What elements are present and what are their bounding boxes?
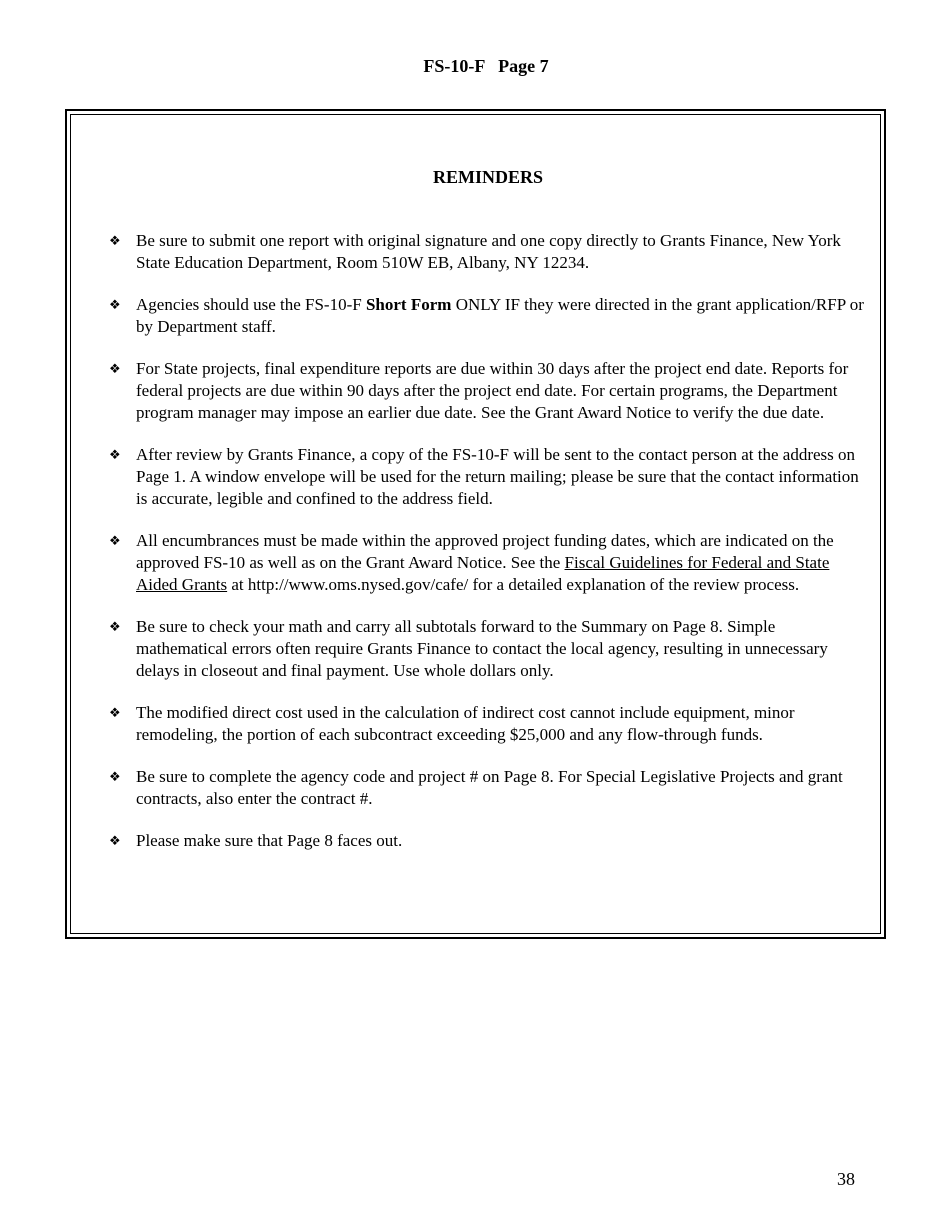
reminder-item: [109, 230, 869, 274]
reminder-item: [109, 444, 869, 510]
reminder-text-start: Agencies should use the FS-10-F: [136, 295, 366, 314]
reminders-title: REMINDERS: [432, 167, 543, 187]
reminder-text: After review by Grants Finance, a copy of the FS-10-F will be sent to the contact person at the address on Page 1. A window envelope will be used for the return mailing; please be sure that the contact information is accurate, legible and confined to the address field.: [136, 445, 859, 508]
four-diamond-bullet-icon: ❖: [109, 705, 121, 720]
reminder-text-start: All encumbrances must be made within the approved project funding dates, which are indicated on the approved FS-10 as well as on the Grant Award Notice. See the: [136, 531, 834, 572]
reminder-item: [109, 294, 869, 338]
reminder-text-end: at http://www.oms.nysed.gov/cafe/ for a detailed explanation of the review process.: [227, 575, 800, 594]
page-number: 38: [837, 1169, 855, 1189]
reminder-text: Please make sure that Page 8 faces out.: [136, 831, 403, 850]
four-diamond-bullet-icon: ❖: [109, 361, 121, 376]
four-diamond-bullet-icon: ❖: [109, 447, 121, 462]
reminder-item: [109, 702, 869, 746]
four-diamond-bullet-icon: ❖: [109, 233, 121, 248]
four-diamond-bullet-icon: ❖: [109, 833, 121, 848]
reminder-item: [109, 616, 869, 682]
reminder-text-end: ONLY IF they were directed in the grant application/RFP or by Department staff.: [136, 295, 864, 336]
reminder-text: Be sure to submit one report with original signature and one copy directly to Grants Finance, New York State Education Department, Room 510W EB, Albany, NY 12234.: [136, 231, 841, 272]
reminder-list: [109, 230, 869, 872]
page-header: FS-10-F Page 7: [423, 56, 549, 76]
fiscal-guidelines-title: Fiscal Guidelines for Federal and State Aided Grants: [136, 553, 830, 594]
short-form-emphasis: Short Form: [365, 295, 452, 314]
reminder-item: [109, 766, 869, 810]
four-diamond-bullet-icon: ❖: [109, 769, 121, 784]
reminder-item: [109, 358, 869, 424]
reminder-text: Be sure to complete the agency code and project # on Page 8. For Special Legislative Projects and grant contracts, also enter the contract #.: [136, 767, 843, 808]
reminder-item: [109, 530, 869, 596]
reminder-text: For State projects, final expenditure reports are due within 30 days after the project end date. Reports for federal projects are due within 90 days after the project end date. For certain programs, the Department program manager may impose an earlier due date. See the Grant Award Notice to verify the due date.: [136, 359, 849, 422]
reminders-box-inner-border: [70, 114, 881, 934]
reminder-text: The modified direct cost used in the calculation of indirect cost cannot include equipment, minor remodeling, the portion of each subcontract exceeding $25,000 and any flow-through funds.: [136, 703, 795, 744]
four-diamond-bullet-icon: ❖: [109, 619, 121, 634]
reminders-box: [65, 109, 886, 939]
reminder-text: Be sure to check your math and carry all subtotals forward to the Summary on Page 8. Simple mathematical errors often require Grants Finance to contact the local agency, resulting in unnecessary delays in closeout and final payment. Use whole dollars only.: [136, 617, 828, 680]
four-diamond-bullet-icon: ❖: [109, 297, 121, 312]
reminder-item: [109, 830, 869, 852]
four-diamond-bullet-icon: ❖: [109, 533, 121, 548]
